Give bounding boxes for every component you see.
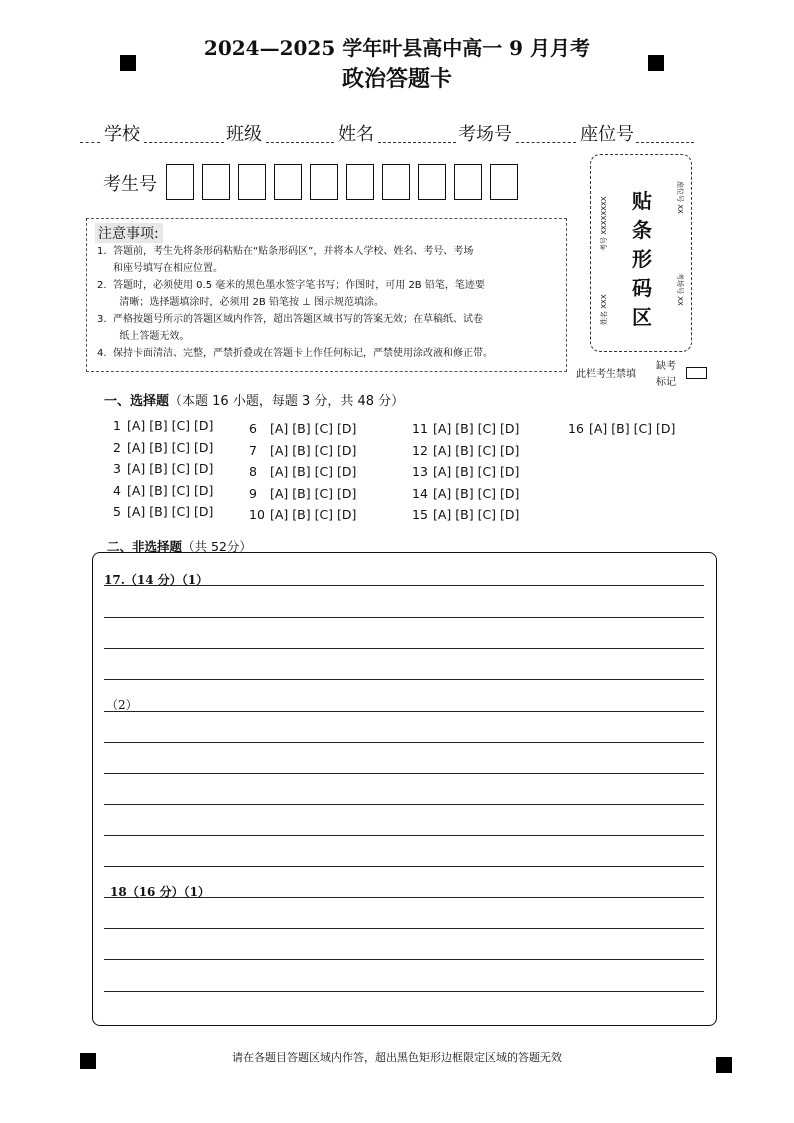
choice-options[interactable]: [A] [B] [C] [D]	[127, 461, 214, 476]
exam-number-box[interactable]	[490, 164, 518, 200]
notice-item-number: 3.	[97, 314, 107, 325]
choice-item[interactable]	[249, 464, 356, 486]
choice-options[interactable]: [A] [B] [C] [D]	[589, 421, 676, 436]
answer-line[interactable]	[104, 835, 704, 836]
class-blank[interactable]	[266, 142, 334, 143]
barcode-room-number: 考场号 XX	[676, 273, 684, 306]
choice-number: 11	[412, 421, 428, 436]
choice-options[interactable]: [A] [B] [C] [D]	[433, 485, 520, 501]
notice-item-text: 严格按题号所示的答题区域内作答，超出答题区域书写的答案无效；在草稿纸、试卷	[113, 314, 483, 325]
answer-line[interactable]	[104, 648, 704, 649]
school-label: 学校	[104, 124, 140, 145]
choice-number: 7	[249, 442, 257, 458]
notice-item	[97, 277, 559, 311]
absent-label-line2: 标记	[656, 377, 676, 388]
exam-number-box[interactable]	[274, 164, 302, 200]
notice-item-text: 清晰；选择题填涂时，必须用 2B 铅笔按 ⊥ 图示规范填涂。	[119, 297, 385, 308]
section1-title: 一、选择题	[104, 394, 170, 409]
absent-notice: 此栏考生禁填	[576, 369, 636, 380]
barcode-char: 区	[632, 305, 652, 329]
notice-item	[97, 243, 559, 277]
choice-options[interactable]: [A] [B] [C] [D]	[270, 507, 357, 522]
choice-number: 12	[412, 442, 428, 458]
answer-line[interactable]	[104, 679, 704, 680]
choice-column-1	[113, 418, 213, 526]
choice-number: 6	[249, 421, 257, 436]
section2-title: 二、非选择题	[107, 539, 183, 554]
choice-number: 15	[412, 507, 428, 522]
choice-options[interactable]: [A] [B] [C] [D]	[127, 439, 214, 455]
choice-item[interactable]	[568, 421, 675, 443]
choice-item[interactable]	[113, 461, 213, 483]
choice-item[interactable]	[412, 464, 519, 486]
answer-line[interactable]	[104, 742, 704, 743]
exam-number-label: 考生号	[103, 174, 157, 195]
exam-title: 2024—2025 学年叶县高中高一 9 月月考	[203, 36, 591, 60]
answer-line[interactable]	[104, 959, 704, 960]
choice-options[interactable]: [A] [B] [C] [D]	[127, 504, 214, 519]
exam-number-box[interactable]	[418, 164, 446, 200]
exam-number-box[interactable]	[382, 164, 410, 200]
choice-number: 9	[249, 485, 257, 501]
notice-item-text: 保持卡面清洁、完整，严禁折叠或在答题卡上作任何标记，严禁使用涂改液和修正带。	[113, 348, 493, 359]
barcode-char: 形	[632, 247, 652, 271]
choice-item[interactable]	[249, 486, 356, 508]
exam-number-box[interactable]	[166, 164, 194, 200]
choice-number: 10	[249, 507, 265, 522]
exam-number-box[interactable]	[238, 164, 266, 200]
notice-item-text: 和座号填写在相应位置。	[113, 263, 223, 274]
barcode-exam-number: 考号 XXXXXXXX	[600, 196, 608, 251]
choice-options[interactable]: [A] [B] [C] [D]	[127, 418, 214, 433]
answer-sheet-title: 政治答题卡	[341, 66, 452, 92]
choice-options[interactable]: [A] [B] [C] [D]	[433, 464, 520, 479]
section2-desc: （共 52分）	[182, 539, 252, 554]
choice-item[interactable]	[412, 421, 519, 443]
answer-line[interactable]	[104, 617, 704, 618]
choice-item[interactable]	[113, 418, 213, 440]
choice-options[interactable]: [A] [B] [C] [D]	[433, 421, 520, 436]
choice-number: 4	[113, 482, 121, 498]
choice-number: 1	[113, 418, 121, 433]
exam-number-box[interactable]	[202, 164, 230, 200]
absent-label-line1: 缺考	[656, 361, 676, 372]
section1-desc: （本题 16 小题，每题 3 分，共 48 分）	[169, 394, 405, 409]
q18-label: 18（16 分）（1）	[110, 885, 210, 899]
q17-part2-label: （2）	[106, 698, 138, 712]
choice-item[interactable]	[249, 421, 356, 443]
name-label: 姓名	[338, 124, 374, 145]
answer-line[interactable]	[104, 991, 704, 992]
student-info-row	[80, 120, 695, 146]
notice-item-text: 答题前，考生先将条形码粘贴在“贴条形码区”，并将本人学校、姓名、考号、考场	[113, 246, 474, 257]
choice-options[interactable]: [A] [B] [C] [D]	[270, 442, 357, 458]
info-blank-lead	[80, 142, 100, 143]
answer-line[interactable]	[104, 866, 704, 867]
class-label: 班级	[226, 124, 262, 145]
barcode-sticker-area[interactable]	[590, 154, 692, 352]
choice-number: 3	[113, 461, 121, 476]
choice-item[interactable]	[412, 507, 519, 529]
absent-mark-box[interactable]	[686, 367, 707, 379]
barcode-char: 贴	[632, 189, 652, 213]
notice-item-text: 纸上答题无效。	[119, 331, 190, 342]
answer-area[interactable]	[92, 552, 717, 1026]
choice-options[interactable]: [A] [B] [C] [D]	[270, 421, 357, 436]
choice-item[interactable]	[412, 486, 519, 508]
choice-item[interactable]	[249, 507, 356, 529]
notice-item-number: 4.	[97, 348, 107, 359]
choice-number: 16	[568, 421, 584, 436]
choice-item[interactable]	[113, 504, 213, 526]
answer-line[interactable]	[104, 773, 704, 774]
answer-line[interactable]	[104, 585, 704, 586]
choice-number: 8	[249, 464, 257, 479]
notice-item	[97, 345, 559, 362]
q17-label: 17.（14 分）（1）	[104, 573, 209, 587]
notice-item-text: 答题时，必须使用 0.5 毫米的黑色墨水签字笔书写；作图时，可用 2B 铅笔，笔迹要	[113, 280, 485, 291]
seat-number-blank[interactable]	[636, 142, 694, 143]
choice-number: 13	[412, 464, 428, 479]
name-blank[interactable]	[378, 142, 456, 143]
choice-column-3	[412, 421, 519, 529]
choice-item[interactable]	[113, 483, 213, 505]
answer-line[interactable]	[104, 711, 704, 712]
exam-room-label: 考场号	[458, 124, 512, 145]
choice-options[interactable]: [A] [B] [C] [D]	[433, 442, 520, 458]
section1-header	[104, 390, 404, 409]
exam-number-box[interactable]	[454, 164, 482, 200]
school-blank[interactable]	[144, 142, 224, 143]
barcode-seat-number: 座位号 XX	[676, 181, 684, 214]
barcode-area-label	[629, 187, 655, 332]
barcode-student-name: 姓名 XXX	[600, 294, 608, 325]
choice-options[interactable]: [A] [B] [C] [D]	[127, 482, 214, 498]
answer-line[interactable]	[104, 804, 704, 805]
choice-number: 2	[113, 439, 121, 455]
choice-column-4	[568, 421, 675, 443]
seat-number-label: 座位号	[580, 124, 634, 145]
notice-item-number: 2.	[97, 280, 107, 291]
choice-item[interactable]	[249, 443, 356, 465]
notice-item-number: 1.	[97, 246, 107, 257]
choice-options[interactable]: [A] [B] [C] [D]	[433, 507, 520, 522]
choice-column-2	[249, 421, 356, 529]
exam-room-blank[interactable]	[516, 142, 576, 143]
choice-item[interactable]	[113, 440, 213, 462]
answer-line[interactable]	[104, 928, 704, 929]
choice-options[interactable]: [A] [B] [C] [D]	[270, 464, 357, 479]
notice-item	[97, 311, 559, 345]
choice-options[interactable]: [A] [B] [C] [D]	[270, 485, 357, 501]
answer-line[interactable]	[104, 897, 704, 898]
notice-title: 注意事项:	[95, 223, 163, 243]
choice-item[interactable]	[412, 443, 519, 465]
choice-number: 14	[412, 485, 428, 501]
exam-number-box[interactable]	[346, 164, 374, 200]
barcode-char: 码	[632, 276, 652, 300]
notice-box	[86, 218, 567, 372]
footer-warning: 请在各题目答题区域内作答，超出黑色矩形边框限定区域的答题无效	[232, 1051, 562, 1064]
choice-number: 5	[113, 504, 121, 519]
barcode-char: 条	[632, 218, 652, 242]
exam-number-box[interactable]	[310, 164, 338, 200]
